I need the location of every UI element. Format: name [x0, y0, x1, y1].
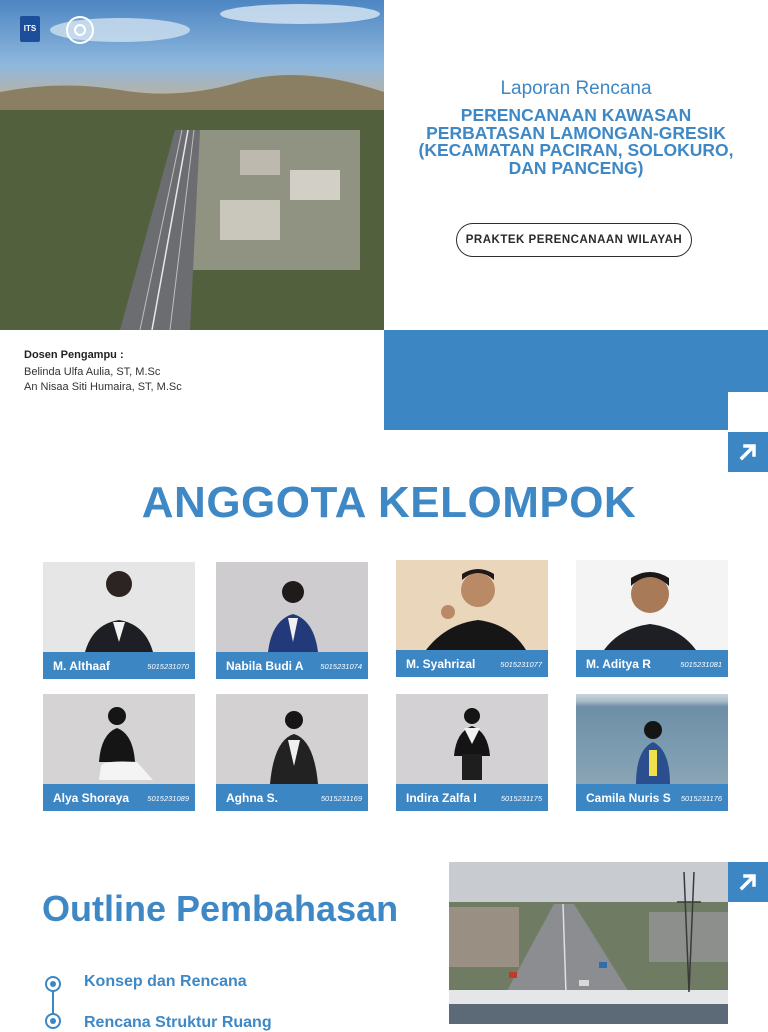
member-id: 5015231074 [320, 662, 362, 671]
member-id: 5015231070 [147, 662, 189, 671]
outline-item: Konsep dan Rencana [84, 973, 247, 990]
member-name: M. Althaaf [53, 659, 110, 673]
highway-photo [449, 862, 728, 1024]
course-badge: PRAKTEK PERENCANAAN WILAYAH [456, 223, 692, 257]
member-photo [396, 694, 548, 784]
member-name: Aghna S. [226, 791, 279, 805]
member-card [43, 562, 195, 679]
member-name: Alya Shoraya [53, 791, 130, 805]
member-card [43, 694, 195, 811]
member-label [43, 784, 195, 811]
member-label [396, 784, 548, 811]
member-photo [216, 694, 368, 784]
member-label [43, 652, 195, 679]
arrow-up-right-icon [728, 432, 768, 472]
member-id: 5015231169 [320, 794, 362, 803]
member-name: Indira Zalfa I [406, 791, 477, 805]
member-name: M. Aditya R [586, 657, 651, 671]
member-id: 5015231081 [680, 660, 722, 669]
member-card [576, 560, 728, 677]
member-photo [216, 562, 368, 652]
member-label [576, 784, 728, 811]
title-line: PERBATASAN LAMONGAN-GRESIK [426, 122, 726, 143]
member-label [576, 650, 728, 677]
arrow-up-right-icon [728, 862, 768, 902]
document-type: Laporan Rencana [500, 78, 652, 99]
member-id: 5015231089 [147, 794, 189, 803]
member-name: M. Syahrizal [406, 657, 476, 671]
member-label [396, 650, 548, 677]
its-logo: ITS [20, 16, 40, 42]
member-photo [43, 694, 195, 784]
member-label [216, 784, 368, 811]
member-label [216, 652, 368, 679]
document-title [388, 107, 764, 177]
title-line: PERENCANAAN KAWASAN [460, 105, 692, 125]
outline-title: Outline Pembahasan [42, 888, 399, 929]
member-name: Camila Nuris S [586, 791, 671, 805]
member-id: 5015231077 [500, 660, 542, 669]
decorative-notch [728, 392, 768, 430]
lecturer-name: Belinda Ulfa Aulia, ST, M.Sc [24, 366, 161, 378]
department-seal-logo [66, 16, 94, 44]
member-photo [43, 562, 195, 652]
member-id: 5015231176 [680, 794, 722, 803]
member-name: Nabila Budi A [226, 659, 304, 673]
member-card [396, 694, 548, 811]
lecturer-name: An Nisaa Siti Humaira, ST, M.Sc [24, 381, 182, 393]
member-card [576, 694, 728, 811]
title-line: DAN PANCENG) [508, 157, 644, 178]
decorative-blue-block [384, 330, 768, 430]
member-id: 5015231175 [500, 794, 542, 803]
members-title: ANGGOTA KELOMPOK [141, 478, 637, 527]
title-line: (KECAMATAN PACIRAN, SOLOKURO, [418, 140, 734, 160]
cover-photo [0, 0, 384, 330]
lecturer-heading: Dosen Pengampu : [24, 349, 124, 361]
timeline-dot-icon [45, 1013, 61, 1029]
outline-item: Rencana Struktur Ruang [84, 1014, 272, 1031]
timeline-dot-icon [45, 976, 61, 992]
member-photo [396, 560, 548, 650]
member-card [216, 694, 368, 811]
member-card [216, 562, 368, 679]
member-photo [576, 560, 728, 650]
member-card [396, 560, 548, 677]
member-photo [576, 694, 728, 784]
